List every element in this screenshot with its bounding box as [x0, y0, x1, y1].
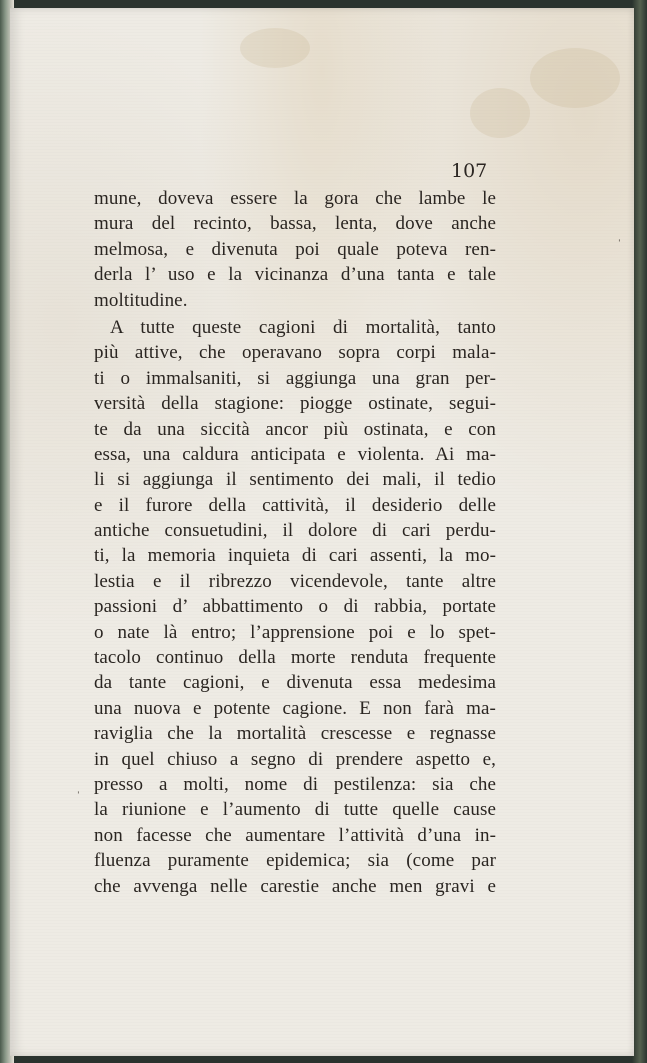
- text-line: mune, doveva essere la gora che lambe le: [94, 188, 496, 209]
- body-text: [94, 186, 496, 899]
- text-line: versità della stagione: piogge ostinate, segui-: [94, 393, 496, 415]
- text-line: ti o immalsaniti, si aggiunga una gran per-: [94, 367, 496, 389]
- paper-stain: [470, 88, 530, 138]
- text-line: lestia e il ribrezzo vicendevole, tante altre: [94, 570, 496, 592]
- text-line: presso a molti, nome di pestilenza: sia che: [94, 773, 496, 795]
- text-line: fluenza puramente epidemica; sia (come par: [94, 850, 496, 872]
- text-line: una nuova e potente cagione. E non farà ma-: [94, 697, 496, 719]
- text-line: ti, la memoria inquieta di cari assenti, la mo-: [94, 545, 496, 567]
- text-line: raviglia che la mortalità crescesse e regnasse: [94, 723, 496, 745]
- text-line: o nate là entro; l’apprensione poi e lo spet-: [94, 621, 496, 643]
- text-line: che avvenga nelle carestie anche men gravi e: [94, 875, 496, 897]
- text-line: in quel chiuso a segno di prendere aspetto e,: [94, 748, 496, 770]
- text-line: derla l’ uso e la vicinanza d’una tanta e tale: [94, 264, 496, 286]
- text-line: li si aggiunga il sentimento dei mali, il tedio: [94, 469, 496, 491]
- text-line: passioni d’ abbattimento o di rabbia, portate: [94, 596, 496, 618]
- text-line: non facesse che aumentare l’attività d’una in-: [94, 824, 496, 846]
- page-number: 107: [451, 160, 488, 182]
- text-line: te da una siccità ancor più ostinata, e con: [94, 418, 496, 440]
- text-line: da tante cagioni, e divenuta essa medesima: [94, 672, 496, 694]
- margin-mark: ˈ: [617, 238, 622, 253]
- margin-mark: ˈ: [76, 790, 81, 805]
- text-line: A tutte queste cagioni di mortalità, tanto: [110, 316, 496, 338]
- text-line: la riunione e l’aumento di tutte quelle cause: [94, 799, 496, 821]
- text-line: antiche consuetudini, il dolore di cari perdu-: [94, 520, 496, 542]
- paper-stain: [240, 28, 310, 68]
- book-page: [10, 8, 634, 1056]
- text-line: e il furore della cattività, il desiderio delle: [94, 494, 496, 516]
- text-line: più attive, che operavano sopra corpi mala-: [94, 342, 496, 364]
- text-line: moltitudine.: [94, 289, 188, 311]
- paper-stain: [530, 48, 620, 108]
- text-line: tacolo continuo della morte renduta frequente: [94, 647, 496, 669]
- text-line: mura del recinto, bassa, lenta, dove anche: [94, 213, 496, 235]
- text-line: melmosa, e divenuta poi quale poteva ren-: [94, 238, 496, 260]
- text-line: essa, una caldura anticipata e violenta. Ai ma-: [94, 443, 496, 465]
